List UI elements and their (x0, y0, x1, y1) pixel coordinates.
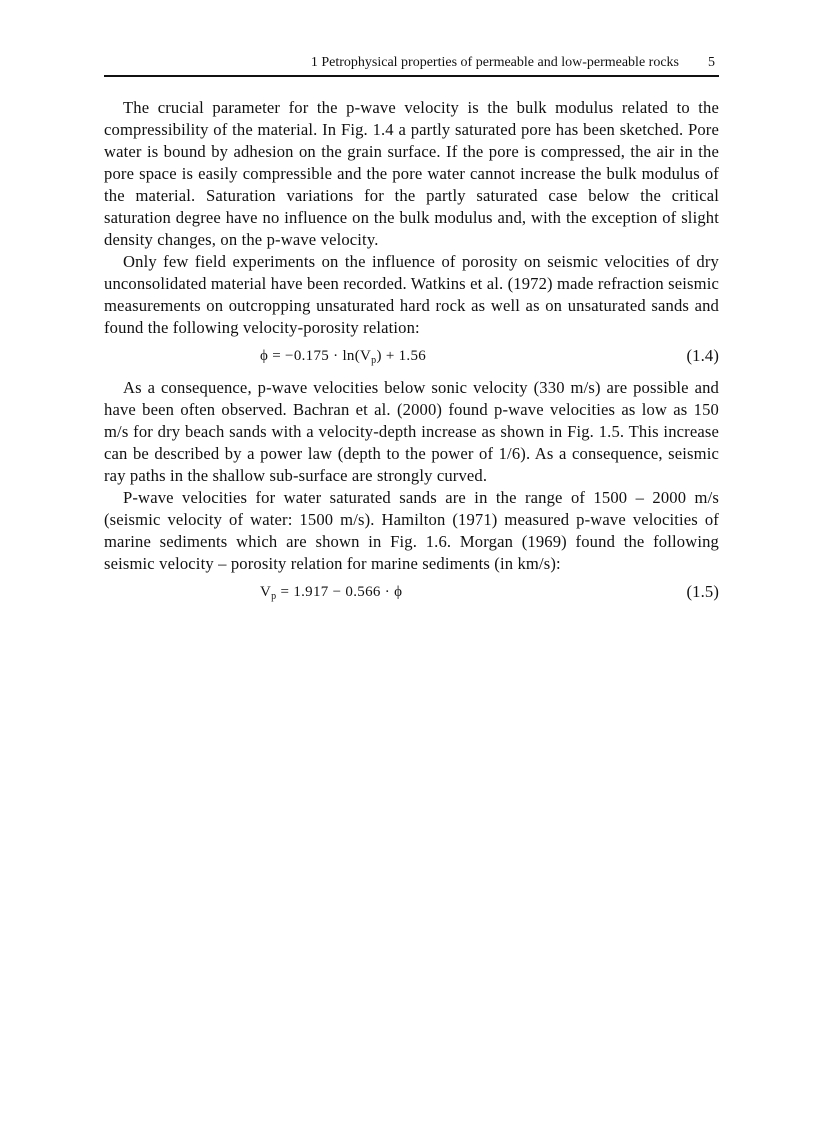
equation-number: (1.5) (686, 582, 719, 601)
equation-lhs: V (260, 584, 272, 600)
paragraph-bulk-modulus: The crucial parameter for the p-wave velocity is the bulk modulus related to the compressibility of the material. In Fig. 1.4 a partly saturated pore has been sketched. Pore water is bound by adhesion on the grain surface. If the pore is compressed, the air in the pore space is easily compressible and the pore water cannot increase the bulk modulus of the material. Saturation variations for the partly saturated case below the critical saturation degree have no influence on the bulk modulus and, with the exception of slight density changes, on the p-wave velocity. (104, 98, 719, 249)
equation-rhs: = 1.917 − 0.566 · ϕ (276, 584, 403, 600)
equation-formula (260, 577, 402, 607)
running-header (104, 53, 719, 77)
book-page (104, 53, 719, 613)
equation-1-4 (104, 341, 719, 371)
page-number: 5 (708, 55, 715, 70)
equation-formula (260, 341, 426, 371)
running-title: 1 Petrophysical properties of permeable and low-permeable rocks (310, 55, 679, 70)
equation-lhs: ϕ = −0.175 · ln(V (260, 348, 372, 364)
body-text (104, 97, 719, 607)
equation-subscript: p (371, 355, 377, 366)
equation-number: (1.4) (686, 346, 719, 365)
equation-subscript: p (271, 591, 277, 602)
paragraph-saturated-sands: P-wave velocities for water saturated sands are in the range of 1500 – 2000 m/s (seismic velocity of water: 1500 m/s). Hamilton (1971) measured p-wave velocities of marine sediments which are shown in Fig. 1.6. Morgan (1969) found the following seismic velocity – porosity relation for marine sediments (in km/s): (104, 488, 719, 573)
paragraph-sonic-velocity: As a consequence, p-wave velocities below sonic velocity (330 m/s) are possible and have been often observed. Bachran et al. (2000) found p-wave velocities as low as 150 m/s for dry beach sands with a velocity-depth increase as shown in Fig. 1.5. This increase can be described by a power law (depth to the power of 1/6). As a consequence, seismic ray paths in the shallow sub-surface are strongly curved. (104, 378, 719, 485)
paragraph-field-experiments: Only few field experiments on the influence of porosity on seismic velocities of dry unconsolidated material have been recorded. Watkins et al. (1972) made refraction seismic measurements on outcropping unsaturated hard rock as well as on unsaturated sands and found the following velocity-porosity relation: (104, 252, 719, 337)
equation-rhs: ) + 1.56 (376, 348, 427, 364)
equation-1-5 (104, 577, 719, 607)
